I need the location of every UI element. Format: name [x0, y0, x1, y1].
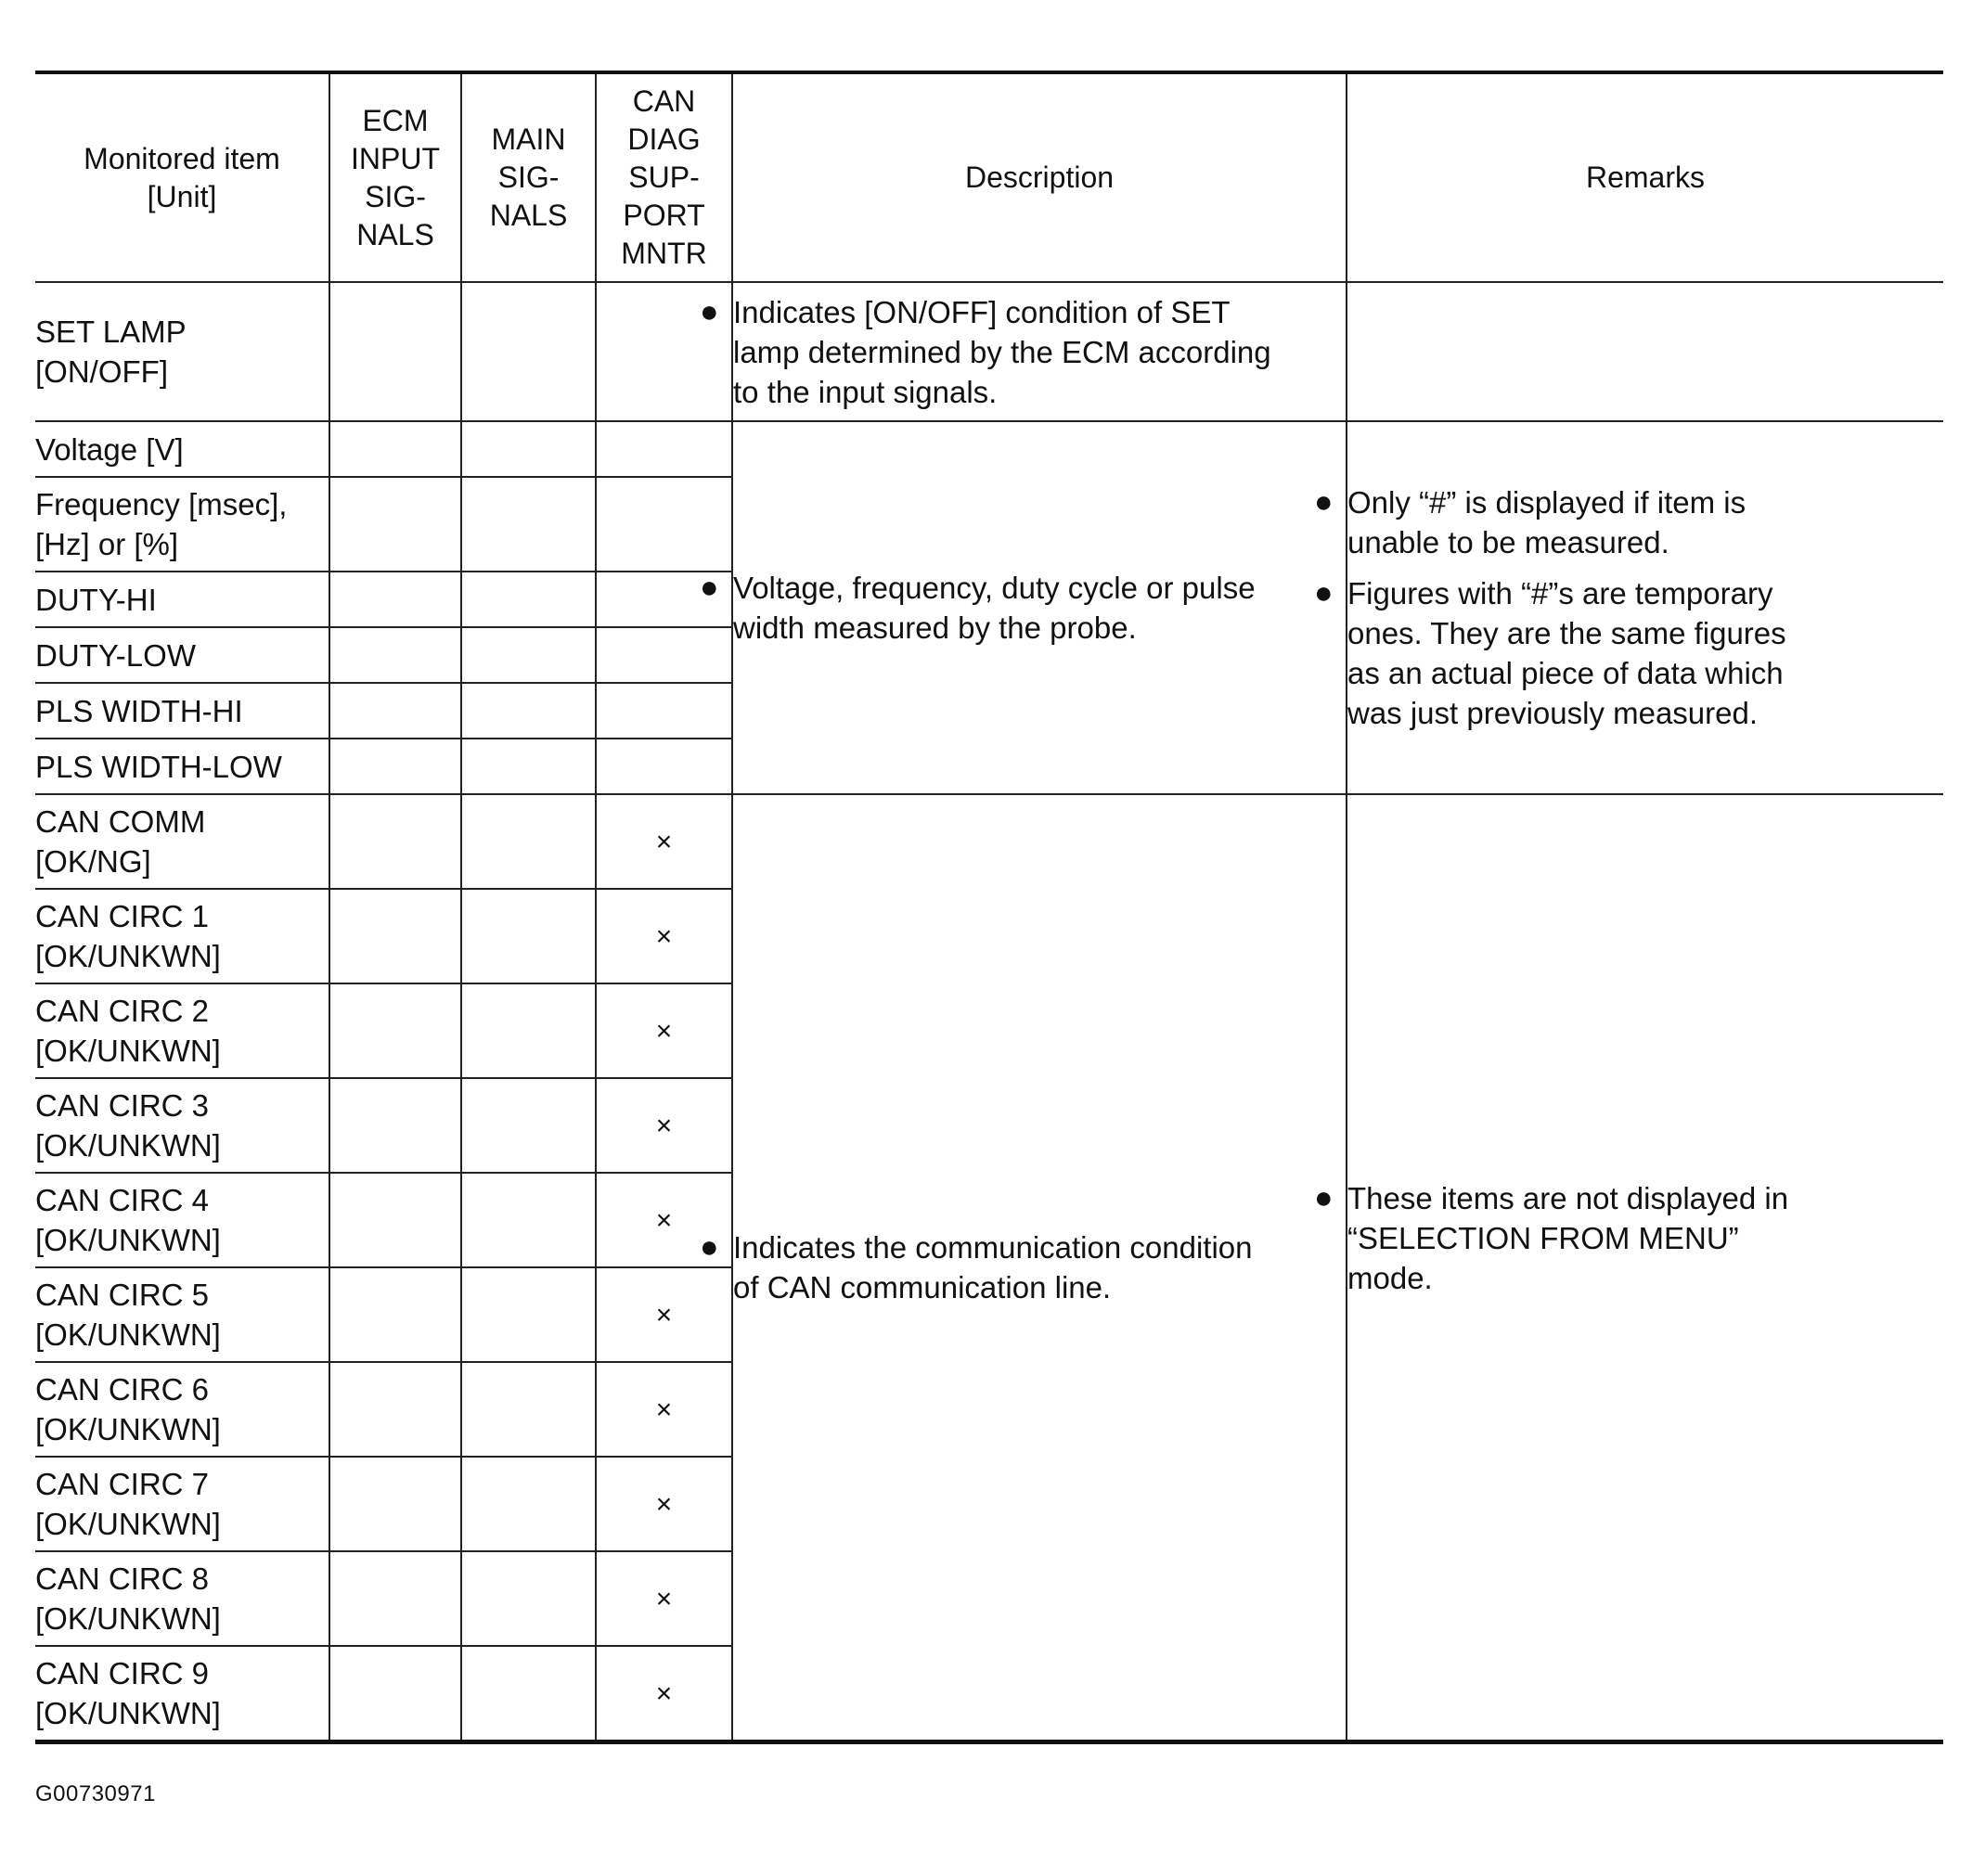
can-cell [596, 683, 732, 739]
bullet-icon: ● [700, 293, 719, 329]
figure-code: G00730971 [35, 1781, 156, 1806]
description-bullet: ● Voltage, frequency, duty cycle or pulse width measured by the probe. [700, 570, 1256, 645]
header-main-signals: MAIN SIG- NALS [461, 72, 596, 282]
main-cell [461, 627, 596, 683]
item-cell: CAN CIRC 6 [OK/UNKWN] [35, 1362, 329, 1457]
remarks-bullet: ● Only “#” is displayed if item is unable to be measured. [1314, 484, 1746, 559]
main-cell [461, 1646, 596, 1742]
bullet-icon: ● [700, 1229, 719, 1265]
item-cell: PLS WIDTH-HI [35, 683, 329, 739]
item-cell: CAN CIRC 9 [OK/UNKWN] [35, 1646, 329, 1742]
item-cell: PLS WIDTH-LOW [35, 739, 329, 794]
item-cell: DUTY-LOW [35, 627, 329, 683]
main-cell [461, 1267, 596, 1362]
can-cell [596, 739, 732, 794]
table-row [35, 794, 1943, 889]
can-cell: × [596, 1551, 732, 1646]
can-cell [596, 627, 732, 683]
ecm-cell [329, 421, 461, 477]
item-cell: Voltage [V] [35, 421, 329, 477]
item-cell: CAN CIRC 2 [OK/UNKWN] [35, 983, 329, 1078]
ecm-cell [329, 739, 461, 794]
can-cell: × [596, 1078, 732, 1173]
main-cell [461, 1551, 596, 1646]
can-cell: × [596, 1362, 732, 1457]
can-cell: × [596, 983, 732, 1078]
can-cell [596, 421, 732, 477]
monitor-item-table [35, 71, 1943, 1744]
item-cell: CAN CIRC 8 [OK/UNKWN] [35, 1551, 329, 1646]
ecm-cell [329, 572, 461, 627]
item-cell: CAN COMM [OK/NG] [35, 794, 329, 889]
table-row [35, 421, 1943, 477]
main-cell [461, 1362, 596, 1457]
ecm-cell [329, 1267, 461, 1362]
main-cell [461, 1457, 596, 1551]
description-cell [700, 282, 1347, 421]
ecm-cell [329, 1078, 461, 1173]
item-cell: CAN CIRC 3 [OK/UNKWN] [35, 1078, 329, 1173]
header-ecm-input-signals: ECM INPUT SIG- NALS [329, 72, 461, 282]
bullet-icon: ● [1314, 484, 1334, 520]
bullet-icon: ● [700, 570, 719, 605]
description-bullet: ● Indicates the communication condition of CAN communication line. [700, 1229, 1253, 1304]
description-bullet: ● Indicates [ON/OFF] condition of SET lamp determined by the ECM according to the input signals. [700, 293, 1271, 409]
main-cell [461, 572, 596, 627]
table-header-row [35, 72, 1943, 282]
item-cell: Frequency [msec], [Hz] or [%] [35, 477, 329, 572]
item-cell: CAN CIRC 5 [OK/UNKWN] [35, 1267, 329, 1362]
header-description: Description [732, 72, 1347, 282]
item-cell: CAN CIRC 7 [OK/UNKWN] [35, 1457, 329, 1551]
description-cell [700, 794, 1347, 1742]
can-cell: × [596, 1457, 732, 1551]
ecm-cell [329, 627, 461, 683]
can-cell: × [596, 1173, 732, 1267]
can-cell [596, 477, 732, 572]
header-can-diag-support-mntr: CAN DIAG SUP- PORT MNTR [596, 72, 732, 282]
main-cell [461, 983, 596, 1078]
can-cell: × [596, 1267, 732, 1362]
ecm-cell [329, 1646, 461, 1742]
main-cell [461, 477, 596, 572]
monitor-item-table-page [35, 71, 1943, 1744]
ecm-cell [329, 1457, 461, 1551]
main-cell [461, 282, 596, 421]
ecm-cell [329, 889, 461, 983]
item-cell: DUTY-HI [35, 572, 329, 627]
can-cell: × [596, 1646, 732, 1742]
description-cell [700, 421, 1347, 794]
main-cell [461, 794, 596, 889]
ecm-cell [329, 794, 461, 889]
ecm-cell [329, 477, 461, 572]
item-cell: CAN CIRC 4 [OK/UNKWN] [35, 1173, 329, 1267]
remarks-cell [1314, 794, 1943, 1742]
ecm-cell [329, 983, 461, 1078]
ecm-cell [329, 1362, 461, 1457]
ecm-cell [329, 1551, 461, 1646]
main-cell [461, 889, 596, 983]
bullet-icon: ● [1314, 1179, 1334, 1215]
ecm-cell [329, 282, 461, 421]
remarks-cell [1314, 421, 1943, 794]
item-cell: SET LAMP [ON/OFF] [35, 282, 329, 421]
header-monitored-item: Monitored item [Unit] [35, 72, 329, 282]
can-cell: × [596, 889, 732, 983]
item-cell: CAN CIRC 1 [OK/UNKWN] [35, 889, 329, 983]
main-cell [461, 683, 596, 739]
remarks-bullet: ● These items are not displayed in “SELECTION FROM MENU” mode. [1314, 1179, 1789, 1295]
main-cell [461, 1078, 596, 1173]
main-cell [461, 421, 596, 477]
table-row [35, 282, 1943, 421]
ecm-cell [329, 1173, 461, 1267]
header-remarks: Remarks [1347, 72, 1943, 282]
remarks-cell [1347, 282, 1943, 421]
ecm-cell [329, 683, 461, 739]
remarks-bullet: ● Figures with “#”s are temporary ones. They are the same figures as an actual piece of data which was just previously measured. [1314, 575, 1786, 730]
can-cell: × [596, 794, 732, 889]
main-cell [461, 739, 596, 794]
bullet-icon: ● [1314, 575, 1334, 610]
main-cell [461, 1173, 596, 1267]
